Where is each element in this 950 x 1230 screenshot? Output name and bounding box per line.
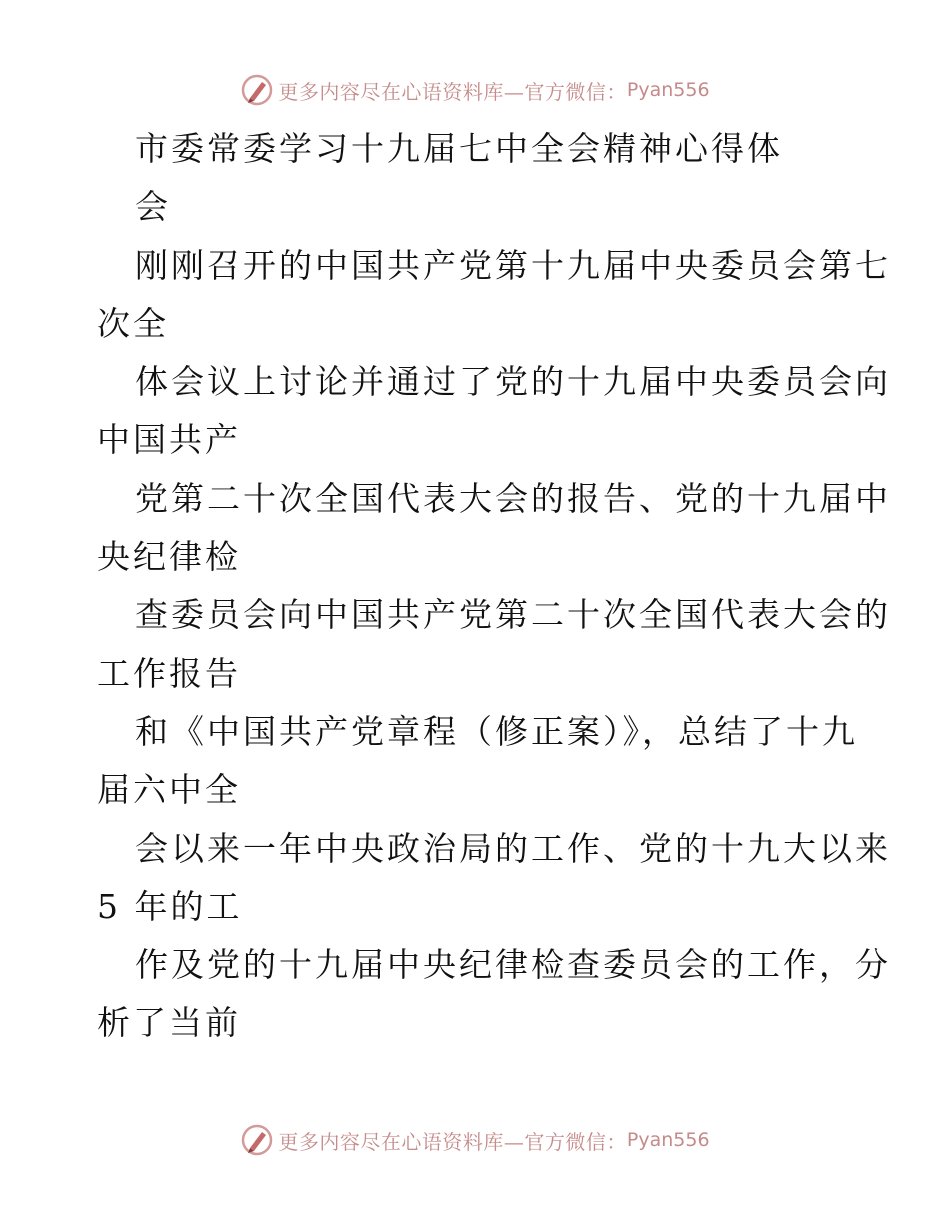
doc-paragraph-line: 查委员会向中国共产党第二十次全国代表大会的 — [135, 595, 891, 635]
doc-paragraph-line: 党第二十次全国代表大会的报告、党的十九届中 — [135, 478, 891, 518]
doc-paragraph-line: 作及党的十九届中央纪律检查委员会的工作，分 — [135, 945, 891, 985]
banner-text: 更多内容尽在心语资料库—官方微信： — [278, 1129, 627, 1154]
doc-paragraph-line: 会以来一年中央政治局的工作、党的十九大以来 — [135, 828, 891, 868]
doc-paragraph-line: 5 年的工 — [97, 886, 243, 926]
banner-contact: Pyan556 — [626, 1129, 710, 1151]
doc-paragraph-line: 央纪律检 — [97, 537, 241, 577]
pen-logo-icon — [240, 73, 274, 107]
doc-paragraph-line: 刚刚召开的中国共产党第十九届中央委员会第七 — [135, 245, 891, 285]
doc-paragraph-line: 体会议上讨论并通过了党的十九届中央委员会向 — [135, 362, 891, 402]
banner-contact: Pyan556 — [626, 79, 710, 101]
doc-paragraph-line: 届六中全 — [97, 770, 241, 810]
banner-text: 更多内容尽在心语资料库—官方微信： — [278, 79, 627, 104]
doc-paragraph-line: 次全 — [97, 303, 169, 343]
doc-title-line-2: 会 — [135, 187, 171, 227]
document-body — [97, 120, 891, 1053]
doc-paragraph-line: 工作报告 — [97, 653, 241, 693]
pen-logo-icon — [240, 1123, 274, 1157]
header-watermark-banner — [0, 70, 950, 110]
doc-paragraph-line: 析了当前 — [97, 1003, 241, 1043]
footer-watermark-banner — [0, 1120, 950, 1160]
doc-paragraph-line: 和《中国共产党章程（修正案）》，总结了十九 — [135, 711, 858, 751]
doc-title-line-1: 市委常委学习十九届七中全会精神心得体 — [135, 129, 783, 168]
doc-paragraph-line: 中国共产 — [97, 420, 241, 460]
